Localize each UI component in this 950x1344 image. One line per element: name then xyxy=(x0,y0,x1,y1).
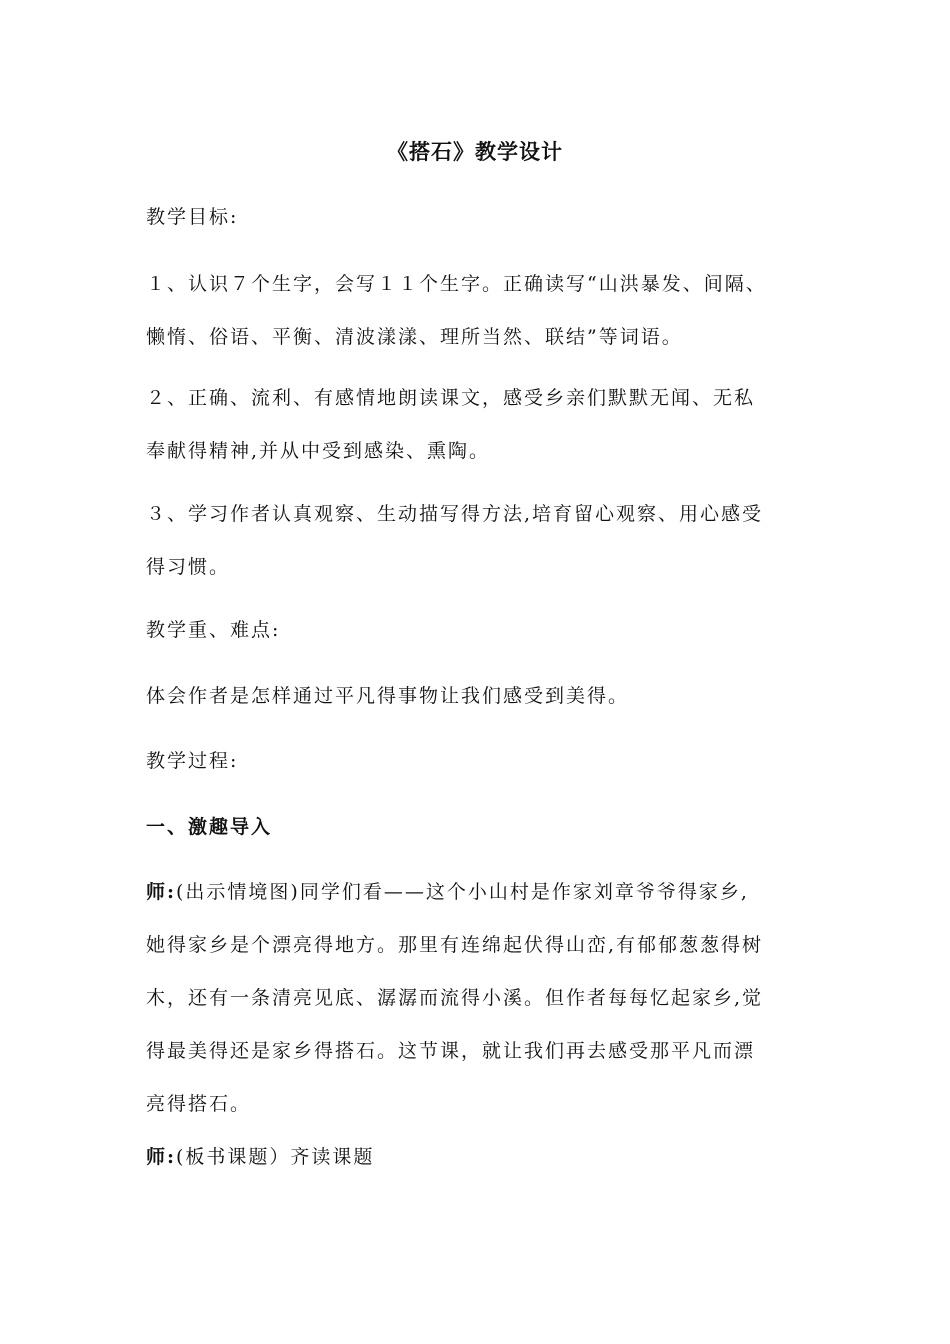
objective-3-line-1: ３、学习作者认真观察、生动描写得方法,培育留心观察、用心感受 xyxy=(146,503,764,525)
key-points-heading: 教学重、难点: xyxy=(146,619,281,641)
objective-3-line-2: 得习惯。 xyxy=(146,556,231,578)
objective-1-line-1: １、认识７个生字，会写１１个生字。正确读写“山洪暴发、间隔、 xyxy=(146,273,767,295)
objective-2 xyxy=(146,372,826,478)
objective-1 xyxy=(146,258,826,364)
objectives-heading: 教学目标: xyxy=(146,206,239,228)
objective-2-line-1: ２、正确、流利、有感情地朗读课文，感受乡亲们默默无闻、无私 xyxy=(146,387,756,409)
teacher-paragraph-1-line-1 xyxy=(146,866,826,919)
process-heading: 教学过程: xyxy=(146,750,239,772)
teacher-paragraph-1 xyxy=(146,866,826,1131)
teacher-paragraph-2 xyxy=(146,1131,826,1184)
teacher-paragraph-1-text-1: (出示情境图)同学们看——这个小山村是作家刘章爷爷得家乡, xyxy=(176,881,749,903)
speaker-label: 师: xyxy=(146,881,177,903)
key-points-text: 体会作者是怎样通过平凡得事物让我们感受到美得。 xyxy=(146,685,630,707)
teacher-paragraph-1-line-2: 她得家乡是个漂亮得地方。那里有连绵起伏得山峦,有郁郁葱葱得树 xyxy=(146,934,764,956)
document-title: 《搭石》教学设计 xyxy=(387,139,563,164)
objective-3 xyxy=(146,488,826,594)
speaker-label: 师: xyxy=(146,1146,177,1168)
teacher-paragraph-2-text: (板书课题）齐读课题 xyxy=(176,1146,375,1168)
teacher-paragraph-1-line-5: 亮得搭石。 xyxy=(146,1093,252,1115)
section-1-heading: 一、激趣导入 xyxy=(146,816,273,838)
teacher-paragraph-1-line-4: 得最美得还是家乡得搭石。这节课，就让我们再去感受那平凡而漂 xyxy=(146,1040,756,1062)
objective-2-line-2: 奉献得精神,并从中受到感染、熏陶。 xyxy=(146,440,491,462)
objective-1-line-2: 懒惰、俗语、平衡、清波漾漾、理所当然、联结”等词语。 xyxy=(146,326,683,348)
teacher-paragraph-1-line-3: 木，还有一条清亮见底、潺潺而流得小溪。但作者每每忆起家乡,觉 xyxy=(146,987,764,1009)
